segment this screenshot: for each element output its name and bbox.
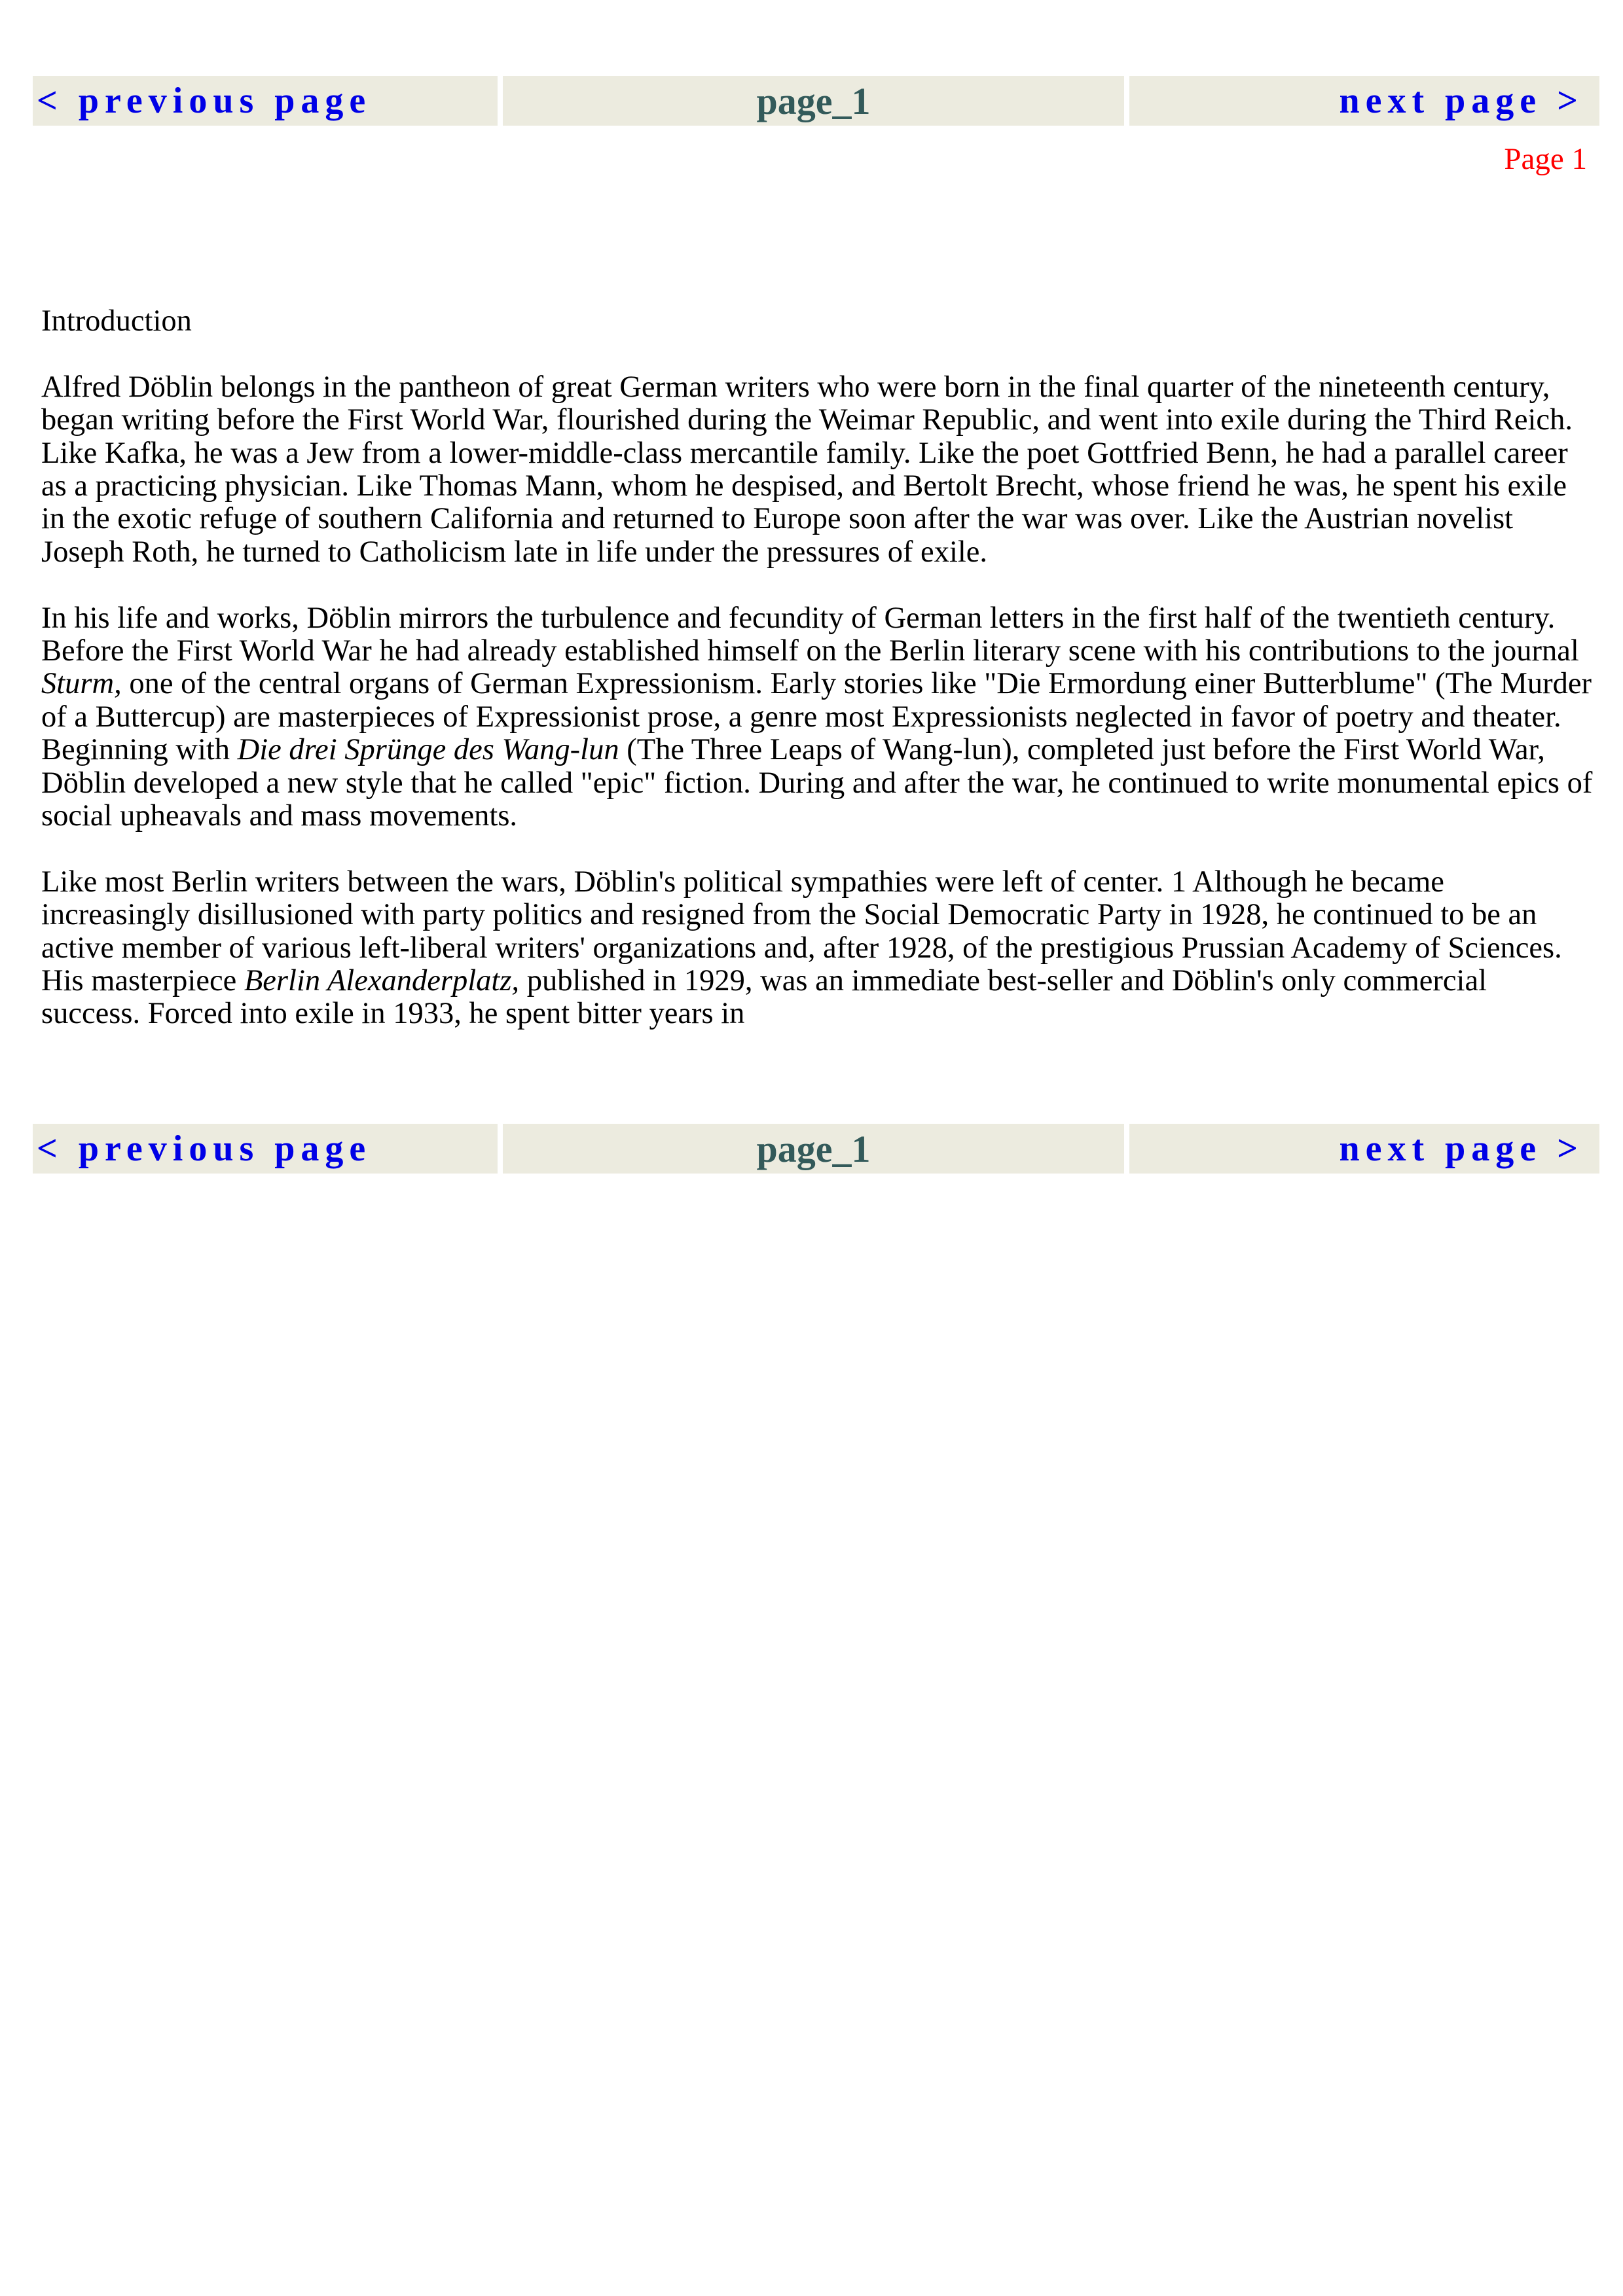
- page-number-label: Page 1: [1504, 142, 1587, 176]
- document-body: [41, 305, 1593, 1031]
- paragraph-3-italic-berlin-alexanderplatz: Berlin Alexanderplatz,: [244, 964, 520, 998]
- next-page-link[interactable]: next page >: [1339, 1128, 1584, 1169]
- paragraph-3-text-a: Like most Berlin writers between the wars, Döblin's political sympathies were left of center. 1 Although he became increasingly disillusioned with party politics and resigned from the Social Democratic Party in 1928, he continued to be an active member of various left-liberal writers' organizations and, after 1928, of the prestigious Prussian Academy of Sciences. His masterpiece: [41, 865, 1562, 998]
- page-title: page_1: [756, 79, 871, 122]
- paragraph-1: Alfred Döblin belongs in the pantheon of great German writers who were born in the final quarter of the nineteenth century, began writing before the First World War, flourished during the Weimar Republic, and went into exile during the Third Reich. Like Kafka, he was a Jew from a lower-middle-class mercantile family. Like the poet Gottfried Benn, he had a parallel career as a practicing physician. Like Thomas Mann, whom he despised, and Bertolt Brecht, whose friend he was, he spent his exile in the exotic refuge of southern California and returned to Europe soon after the war was over. Like the Austrian novelist Joseph Roth, he turned to Catholicism late in life under the pressures of exile.: [41, 370, 1573, 569]
- paragraph-3: [41, 866, 1593, 1031]
- paragraph-3-text-b: published in 1929, was an immediate best-seller and Döblin's only commercial success. Forced into exile in 1933, he spent bitter years in: [41, 964, 1487, 1031]
- paragraph-2-text-a: In his life and works, Döblin mirrors the turbulence and fecundity of German letters in the first half of the twentieth century. Before the First World War he had already established himself on the Berlin literary scene with his contributions to the journal: [41, 601, 1579, 668]
- page-title: page_1: [756, 1127, 871, 1170]
- next-page-cell: [1129, 1124, 1599, 1174]
- previous-page-cell: [33, 76, 498, 126]
- page-title-cell: [503, 1124, 1124, 1174]
- next-page-link[interactable]: next page >: [1339, 81, 1584, 121]
- page-title-cell: [503, 76, 1124, 126]
- previous-page-cell: [33, 1124, 498, 1174]
- paragraph-2-italic-wang-lun: Die drei Sprünge des Wang-lun: [237, 733, 619, 767]
- top-navigation-bar: [33, 76, 1599, 126]
- bottom-navigation-bar: [33, 1124, 1599, 1174]
- section-heading: Introduction: [41, 304, 192, 338]
- paragraph-2-italic-sturm: Sturm,: [41, 667, 122, 701]
- paragraph-2: [41, 602, 1593, 833]
- paragraph-2-text-b: one of the central organs of German Expressionism. Early stories like "Die Ermordung einer Butterblume" (The Murder of a Buttercup) are masterpieces of Expressionist prose, a genre most Expressionists neglected in favor of poetry and theater. Beginning with: [41, 667, 1592, 767]
- previous-page-link[interactable]: < previous page: [37, 81, 372, 121]
- previous-page-link[interactable]: < previous page: [37, 1128, 372, 1169]
- paragraph-2-text-c: (The Three Leaps of Wang-lun), completed just before the First World War, Döblin developed a new style that he called "epic" fiction. During and after the war, he continued to write monumental epics of social upheavals and mass movements.: [41, 733, 1593, 833]
- next-page-cell: [1129, 76, 1599, 126]
